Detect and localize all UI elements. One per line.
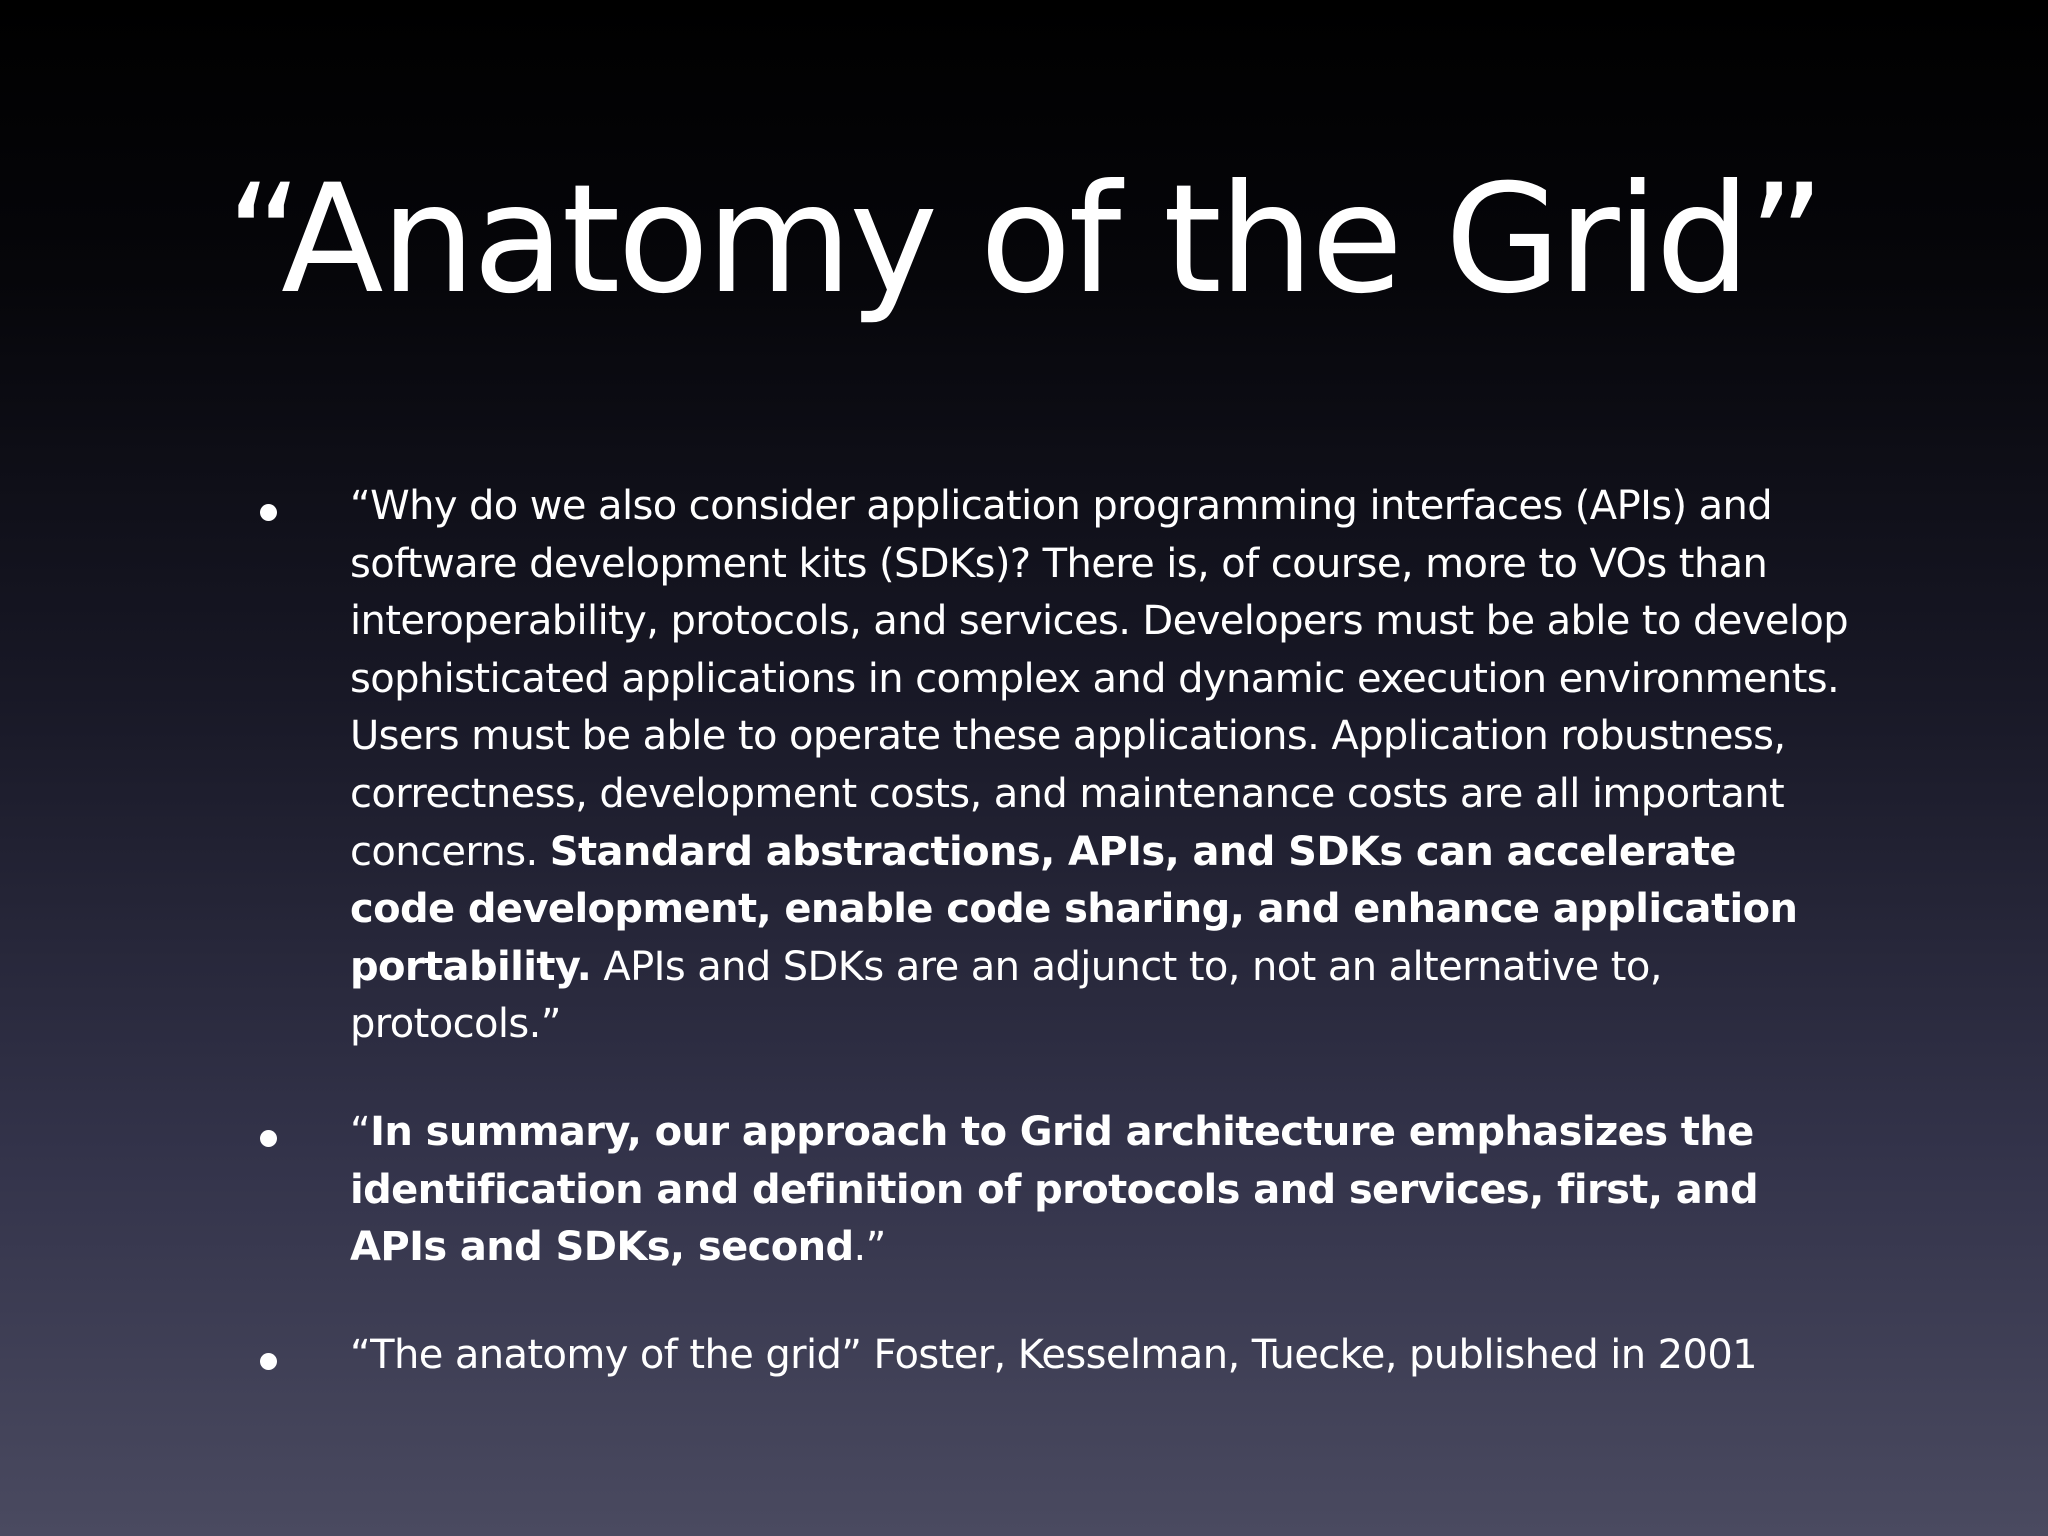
bullet-text: “The anatomy of the grid” Foster, Kesselman, Tuecke, published in 2001 <box>350 1331 1758 1378</box>
bullet-item-quote-apis <box>250 478 1850 1054</box>
bullet-text <box>350 1104 1850 1277</box>
bullet-list <box>250 478 1850 1434</box>
bullet-text-close-quote: .” <box>853 1224 886 1271</box>
bullet-text-open-quote: “ <box>350 1108 371 1155</box>
slide-title: “Anatomy of the Grid” <box>225 153 1823 327</box>
bullet-text-regular: APIs and SDKs are an adjunct to, not an alternative to, protocols.” <box>350 943 1662 1048</box>
bullet-text-emphasis: Standard abstractions, APIs, and SDKs can accelerate code development, enable code sharing, and enhance application portability. <box>350 828 1798 990</box>
bullet-text-regular: “Why do we also consider application programming interfaces (APIs) and software development kits (SDKs)? There is, of course, more to VOs than interoperability, protocols, and services. Developers must be able to develop sophisticated applications in complex and dynamic execution environments. Users must be able to operate these applications. Application robustness, correctness, development costs, and maintenance costs are all important concerns. <box>350 483 1849 875</box>
bullet-dot-icon <box>260 1130 277 1147</box>
bullet-item-citation <box>250 1327 1850 1385</box>
bullet-text <box>350 478 1850 1054</box>
bullet-dot-icon <box>260 1353 277 1370</box>
bullet-text-emphasis: In summary, our approach to Grid architecture emphasizes the identification and definition of protocols and services, first, and APIs and SDKs, second <box>350 1108 1759 1271</box>
bullet-dot-icon <box>260 504 277 521</box>
bullet-item-summary <box>250 1104 1850 1277</box>
